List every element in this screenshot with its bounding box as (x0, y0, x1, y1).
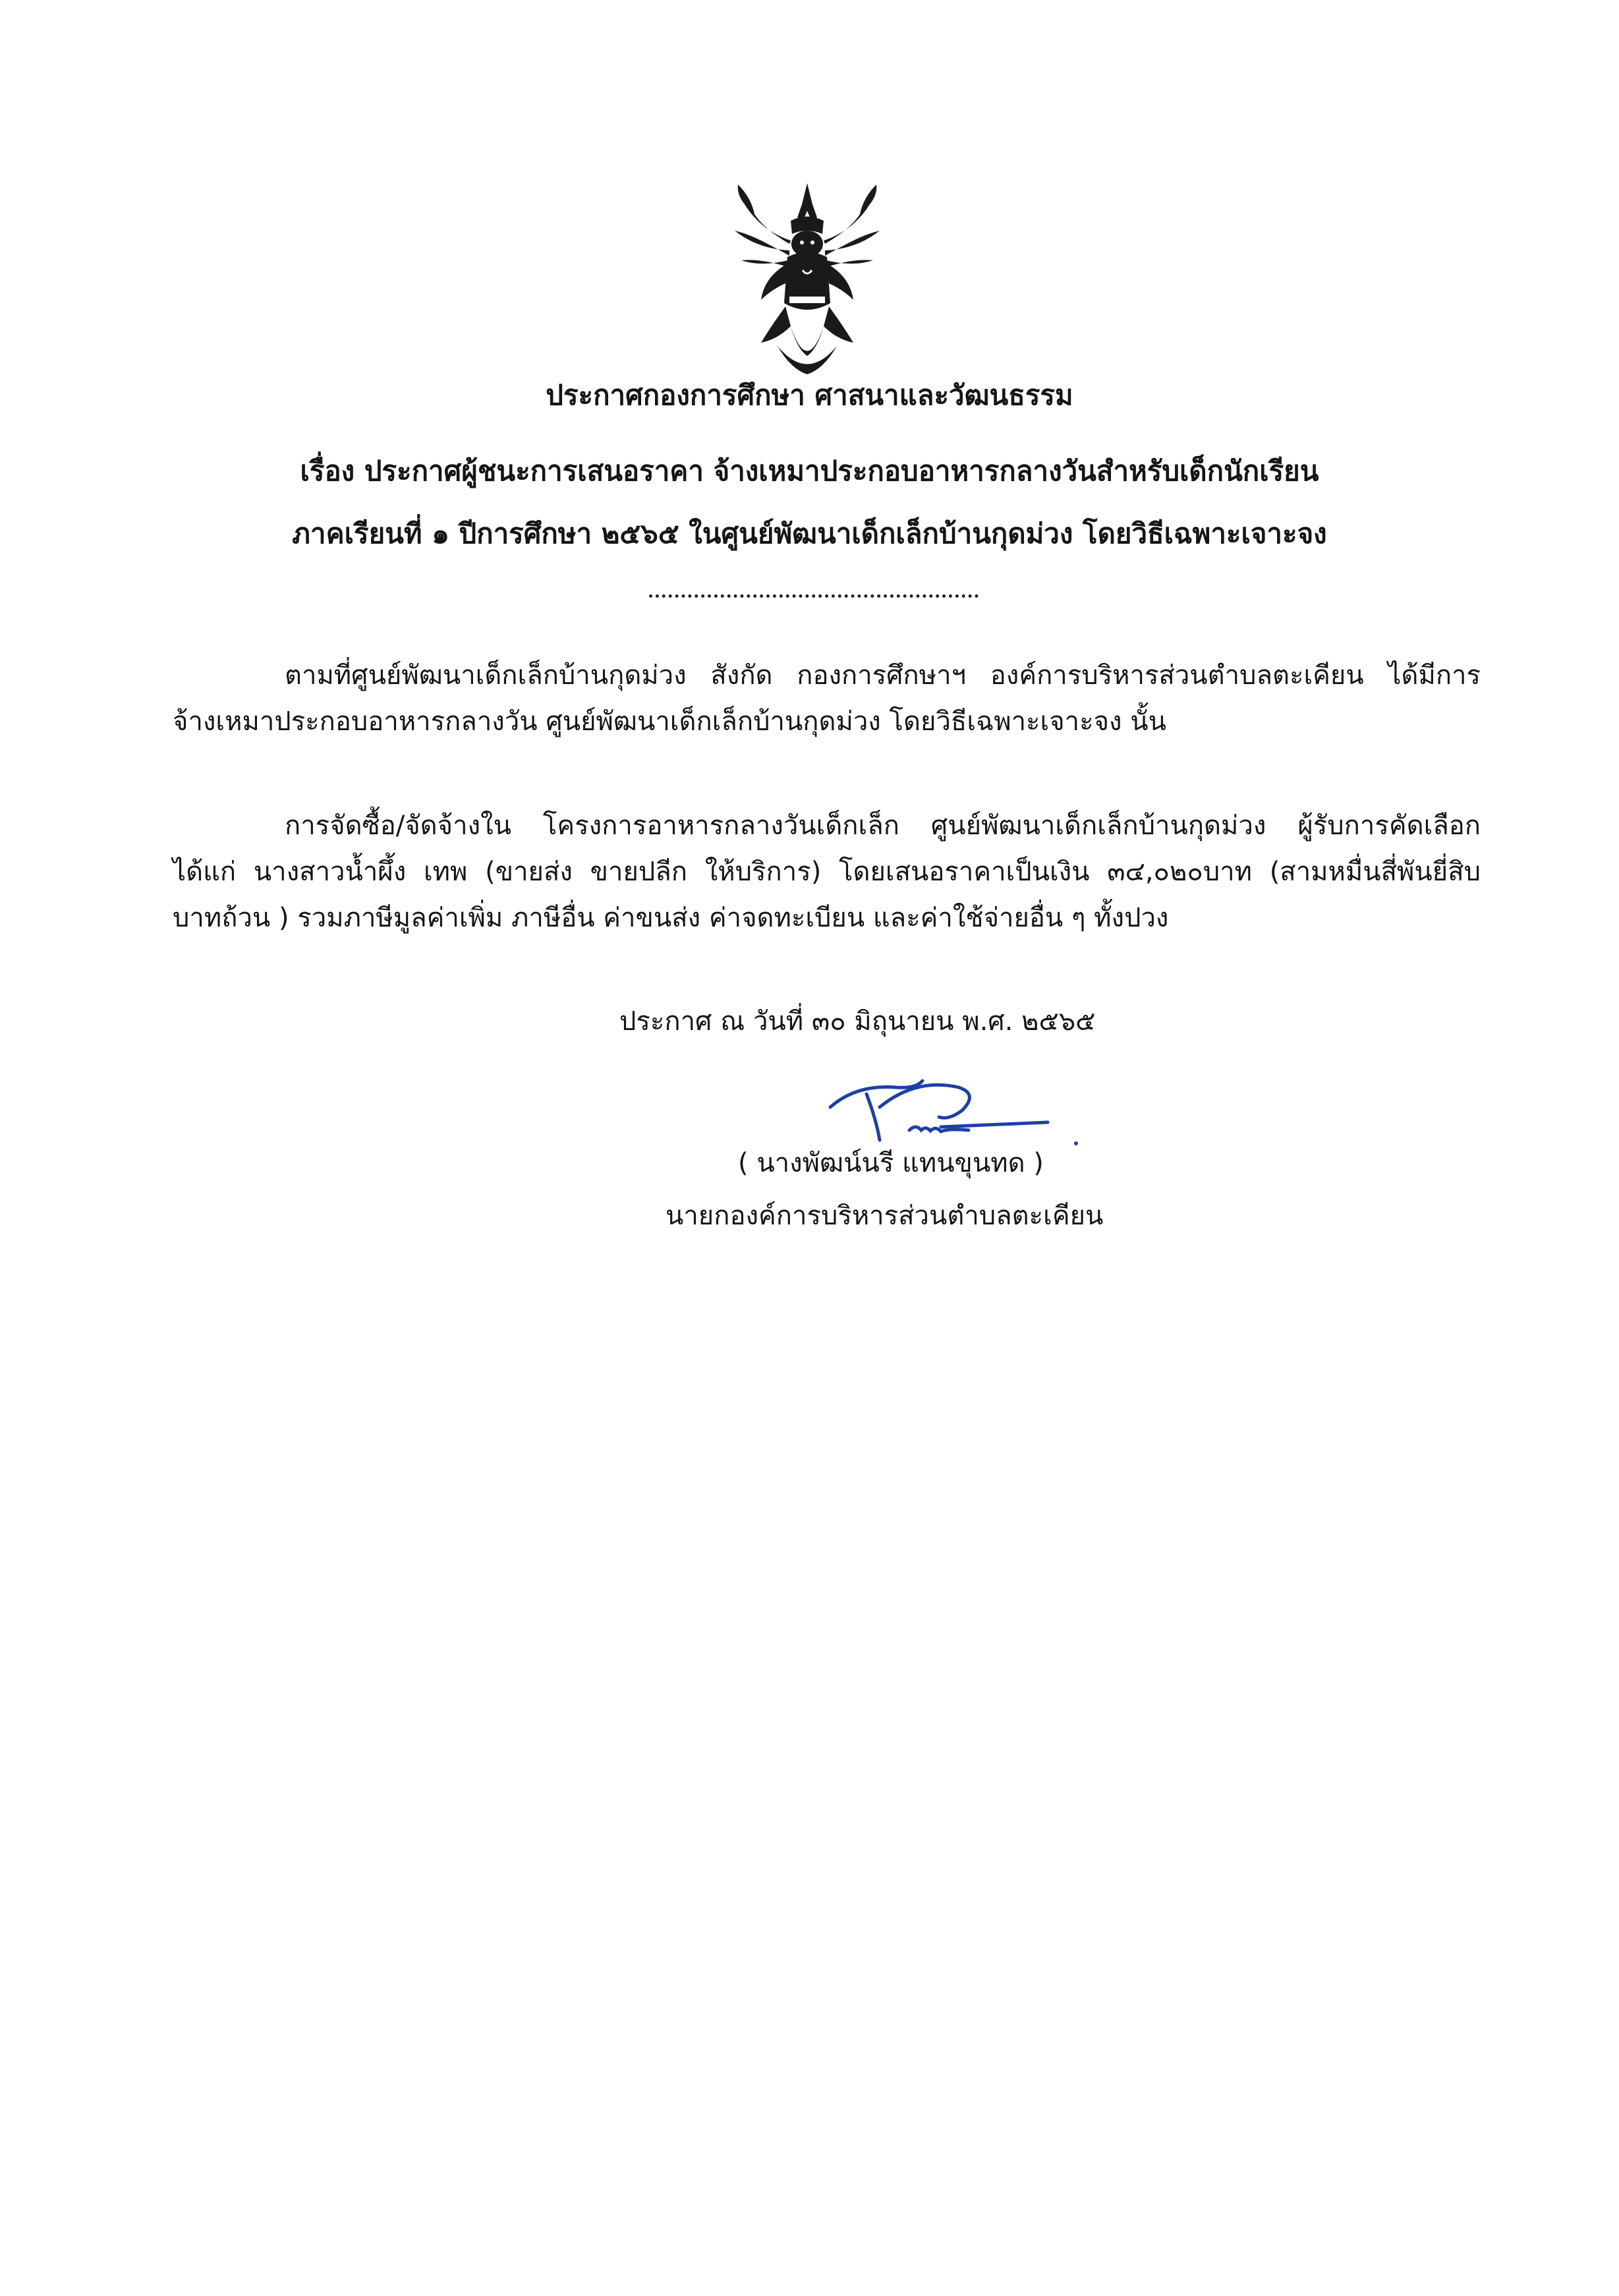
handwritten-signature-icon (817, 1068, 1094, 1153)
paragraph-text: ตามที่ศูนย์พัฒนาเด็กเล็กบ้านกุดม่วง สังกัด กองการศึกษาฯ องค์การบริหารส่วนตำบลตะเคียน ได้มีการ (285, 660, 1481, 691)
garuda-emblem-icon (725, 178, 890, 382)
paragraph-line: ได้แก่ นางสาวน้ำผึ้ง เทพ (ขายส่ง ขายปลีก ให้บริการ) โดยเสนอราคาเป็นเงิน ๓๔,๐๒๐บาท (สามหมื่นสี่พันยี่สิบ (173, 857, 1481, 887)
header-dotted-divider (649, 594, 979, 598)
paragraph-line: บาทถ้วน ) รวมภาษีมูลค่าเพิ่ม ภาษีอื่น ค่าขนส่ง ค่าจดทะเบียน และค่าใช้จ่ายอื่น ๆ ทั้งปวง (173, 903, 1169, 933)
paragraph-award (173, 803, 1481, 941)
announcement-date: ประกาศ ณ วันที่ ๓๐ มิถุนายน พ.ศ. ๒๕๖๕ (619, 1006, 1096, 1037)
header-subject: เรื่อง ประกาศผู้ชนะการเสนอราคา จ้างเหมาประกอบอาหารกลางวันสำหรับเด็กนักเรียน (300, 455, 1319, 487)
paragraph-line: จ้างเหมาประกอบอาหารกลางวัน ศูนย์พัฒนาเด็กเล็กบ้านกุดม่วง โดยวิธีเฉพาะเจาะจง นั้น (173, 706, 1166, 737)
signer-name: ( นางพัฒน์นรี แทนขุนทด ) (738, 1148, 1044, 1178)
signer-title: นายกองค์การบริหารส่วนตำบลตะเคียน (666, 1201, 1104, 1231)
paragraph-background (173, 652, 1481, 745)
paragraph-line (173, 652, 1481, 699)
paragraph-line (173, 803, 1481, 849)
header-office-title: ประกาศกองการศึกษา ศาสนาและวัฒนธรรม (546, 379, 1073, 411)
header-subject-continued: ภาคเรียนที่ ๑ ปีการศึกษา ๒๕๖๕ ในศูนย์พัฒนาเด็กเล็กบ้านกุดม่วง โดยวิธีเฉพาะเจาะจง (292, 517, 1327, 550)
paragraph-text: การจัดซื้อ/จัดจ้างใน โครงการอาหารกลางวันเด็กเล็ก ศูนย์พัฒนาเด็กเล็กบ้านกุดม่วง ผู้รับการคัดเลือก (285, 811, 1481, 841)
